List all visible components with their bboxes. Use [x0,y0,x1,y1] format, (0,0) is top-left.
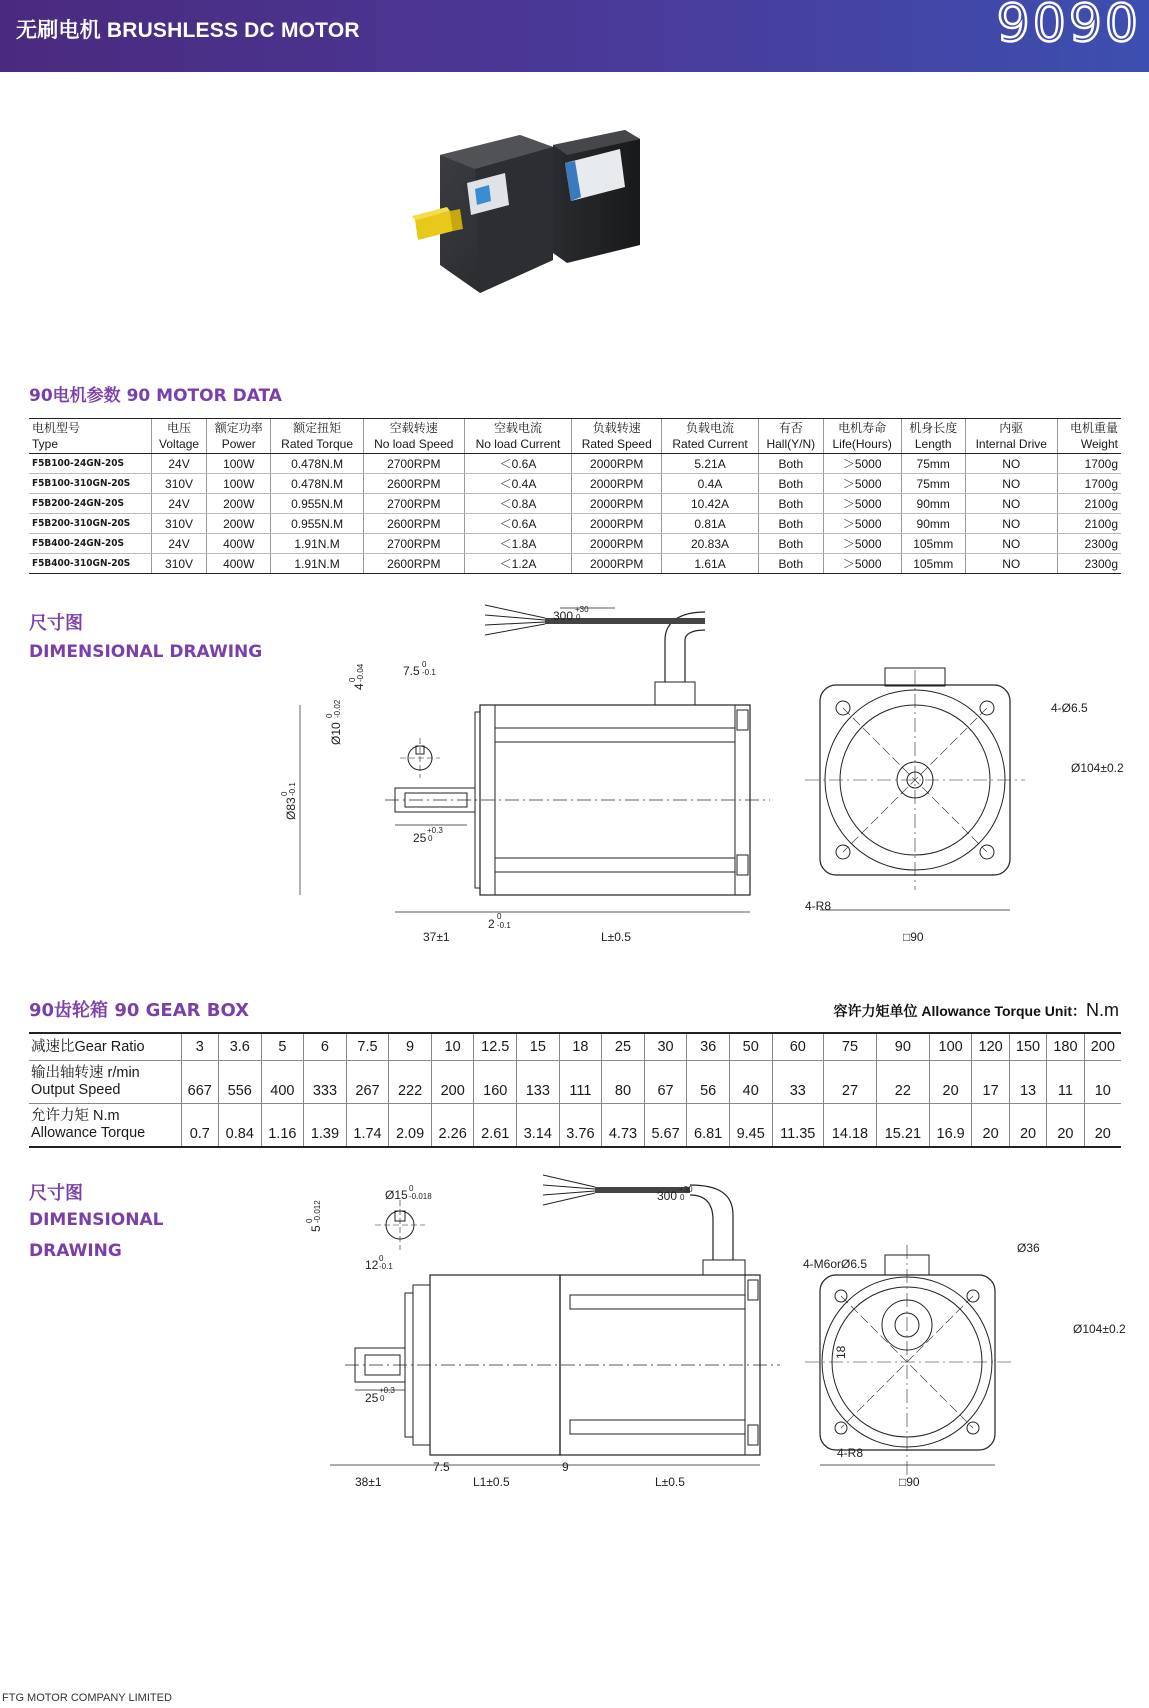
motor-table-cell: 0.955N.M [271,494,363,514]
motor-table-row [29,474,1121,494]
gear-ratio-cell: 75 [824,1033,877,1061]
motor-table-cell: ＜1.2A [464,554,571,574]
gear-ratio-cell: 150 [1009,1033,1046,1061]
motor-table-cell: ＜0.6A [464,514,571,534]
gear-ratio-cell: 50 [729,1033,772,1061]
dim2-radius: 4-R8 [837,1446,864,1460]
output-speed-cell: 40 [729,1061,772,1104]
motor-table-cell: 310V [152,514,207,534]
allowance-torque-cell: 15.21 [876,1104,929,1148]
output-speed-cell: 222 [389,1061,432,1104]
footer-company: FTG MOTOR COMPANY LIMITED [2,1692,172,1704]
col-rated-current-cn: 负载电流 [686,421,735,435]
col-no-load-current [464,419,571,454]
gear-box-table [29,1032,1121,1148]
dim2-holes: 4-M6orØ6.5 [803,1257,868,1271]
motor-table-cell: 2000RPM [572,494,662,514]
dim-shaft-tol-bot: -0.02 [333,699,342,718]
col-life [823,419,901,454]
col-rated-speed-en: Rated Speed [581,437,652,451]
output-speed-cell: 133 [517,1061,560,1104]
output-speed-label-en: Output Speed [31,1082,121,1098]
col-weight-cn: 电机重量 [1069,421,1118,435]
col-internal-drive-cn: 内驱 [999,421,1024,435]
allowance-torque-cell: 2.09 [389,1104,432,1148]
output-speed-cell: 333 [304,1061,347,1104]
dim-key-depth: 7.5 [403,664,420,678]
motor-table-cell: ＞5000 [823,534,901,554]
motor-table-cell: 2700RPM [363,454,464,474]
dim-flange-tol-top: 0 [497,912,502,921]
motor-table-cell: NO [965,554,1057,574]
dim2-key-depth-tol-bot: -0.1 [379,1262,393,1271]
gear-ratio-cell: 3 [181,1033,218,1061]
motor-table-cell: 400W [207,534,271,554]
motor-table-cell: 90mm [901,514,965,534]
output-speed-cell: 11 [1047,1061,1084,1104]
allowance-torque-label [29,1104,181,1148]
col-rated-torque [271,419,363,454]
motor-table-cell: 0.4A [662,474,758,494]
dim2-key-width-tol-bot: -0.012 [313,1200,322,1223]
dim2-key-length: 25 [365,1391,379,1405]
dim-pilot-tol-top: 0 [280,791,289,796]
motor-table-cell: 1700g [1057,454,1121,474]
motor-table-row [29,514,1121,534]
col-voltage [152,419,207,454]
output-speed-cell: 400 [261,1061,304,1104]
dim-shaft-tol-top: 0 [325,713,334,718]
allowance-torque-label-cn: 允许力矩 N.m [31,1108,120,1124]
motor-table-cell: 2600RPM [363,554,464,574]
motor-table-cell: 24V [152,534,207,554]
motor-table-cell: 2600RPM [363,474,464,494]
dim-key-depth-tol-top: 0 [422,660,427,669]
motor-table-cell: 100W [207,474,271,494]
dim2-cable-length: 300 [657,1189,678,1203]
output-speed-cell: 556 [218,1061,261,1104]
gear-ratio-row [29,1033,1121,1061]
motor-table-cell: 1700g [1057,474,1121,494]
motor-table-row [29,534,1121,554]
motor-table-cell: ＞5000 [823,474,901,494]
dim-holes: 4-Ø6.5 [1051,701,1088,715]
unit-note-label: 容许力矩单位 Allowance Torque Unit： [833,1003,1086,1019]
col-rated-speed-cn: 负载转速 [592,421,641,435]
motor-table-body [29,454,1121,574]
motor-table-cell: 2100g [1057,494,1121,514]
motor-table-cell: ＜0.4A [464,474,571,494]
dim2-gear-length: L1±0.5 [473,1475,510,1489]
motor-table-cell: ＜0.8A [464,494,571,514]
gear-ratio-cell: 60 [772,1033,824,1061]
motor-table-cell: 400W [207,554,271,574]
motor-type-cell: F5B400-310GN-20S [29,554,152,574]
dim-key-width-tol-top: 0 [348,677,357,682]
motor-table-cell: 2300g [1057,554,1121,574]
dim-cable-tol-top: +30 [575,605,589,614]
header-title: 无刷电机 BRUSHLESS DC MOTOR [16,19,360,42]
motor-table-cell: 0.478N.M [271,474,363,494]
dim2-cable-tol-bot: 0 [680,1193,685,1202]
allowance-torque-label-en: Allowance Torque [31,1125,146,1141]
drawing1-title-cn: 尺寸图 [29,613,83,634]
dim2-gap: 9 [562,1460,569,1474]
output-speed-cell: 13 [1009,1061,1046,1104]
motor-table-cell: 2000RPM [572,514,662,534]
motor-table-cell: 0.478N.M [271,454,363,474]
col-type-en: Type [32,437,59,451]
motor-table-cell: ＞5000 [823,494,901,514]
motor-table-cell: 2600RPM [363,514,464,534]
output-speed-cell: 20 [929,1061,972,1104]
motor-table-cell: NO [965,514,1057,534]
motor-table-cell: 24V [152,454,207,474]
gear-ratio-cell: 9 [389,1033,432,1061]
gear-ratio-cell: 5 [261,1033,304,1061]
motor-table-cell: 1.91N.M [271,554,363,574]
motor-table-cell: 310V [152,474,207,494]
drawing1-title-en: DIMENSIONAL DRAWING [29,642,263,662]
dim2-key-length-tol-bot: 0 [380,1394,385,1403]
gear-box-title: 90齿轮箱 90 GEAR BOX [29,1000,250,1021]
motor-table-cell: 90mm [901,494,965,514]
output-speed-label [29,1061,181,1104]
gear-ratio-cell: 25 [602,1033,645,1061]
motor-table-cell: Both [758,554,823,574]
col-voltage-cn: 电压 [167,421,192,435]
motor-table-cell: NO [965,494,1057,514]
dim-shaft-length: 37±1 [423,930,450,944]
motor-table-cell: ＞5000 [823,554,901,574]
dim-key-width: 4 [352,683,366,690]
dim-cable-tol-bot: 0 [576,613,581,622]
motor-table-cell: 2300g [1057,534,1121,554]
dim2-flange: 7.5 [433,1460,450,1474]
col-rated-torque-en: Rated Torque [281,437,353,451]
gear-ratio-cell: 10 [431,1033,474,1061]
dim2-cable-tol-top: +30 [679,1185,693,1194]
gear-ratio-cell: 90 [876,1033,929,1061]
motor-table-cell: 2000RPM [572,534,662,554]
col-length-cn: 机身长度 [909,421,958,435]
dim-flange-tol-bot: -0.1 [497,921,511,930]
output-speed-cell: 67 [644,1061,687,1104]
motor-table-cell: 0.81A [662,514,758,534]
motor-table-cell: Both [758,454,823,474]
output-speed-cell: 10 [1084,1061,1121,1104]
motor-type-cell: F5B200-310GN-20S [29,514,152,534]
output-speed-cell: 267 [346,1061,389,1104]
motor-table-cell: 5.21A [662,454,758,474]
output-speed-row [29,1061,1121,1104]
allowance-torque-cell: 6.81 [687,1104,730,1148]
dim-flange: 2 [488,917,495,931]
gear-ratio-label: 减速比Gear Ratio [29,1033,181,1061]
col-no-load-speed [363,419,464,454]
allowance-torque-cell: 11.35 [772,1104,824,1148]
dim2-boss: Ø36 [1017,1241,1040,1255]
gearbox-dimensional-drawing [305,1175,1126,1495]
unit-note-value: N.m [1086,1000,1119,1020]
header-banner [0,0,1149,72]
motor-table-cell: 75mm [901,454,965,474]
motor-table-cell: ＞5000 [823,454,901,474]
motor-table-cell: 2700RPM [363,534,464,554]
gear-ratio-cell: 12.5 [474,1033,517,1061]
col-internal-drive-en: Internal Drive [975,437,1047,451]
dim-pcd: Ø104±0.2 [1071,761,1124,775]
gear-ratio-cell: 36 [687,1033,730,1061]
gear-ratio-cell: 7.5 [346,1033,389,1061]
dim2-key-length-tol-top: +0.3 [379,1386,395,1395]
allowance-torque-cell: 14.18 [824,1104,877,1148]
allowance-torque-cell: 16.9 [929,1104,972,1148]
allowance-torque-cell: 20 [1084,1104,1121,1148]
motor-table-header-row [29,419,1121,454]
col-type-cn: 电机型号 [32,421,81,435]
motor-data-table [29,418,1121,574]
output-speed-cell: 111 [559,1061,602,1104]
motor-type-cell: F5B100-310GN-20S [29,474,152,494]
motor-table-cell: 200W [207,514,271,534]
gear-ratio-cell: 3.6 [218,1033,261,1061]
gear-ratio-cell: 120 [972,1033,1009,1061]
output-speed-cell: 33 [772,1061,824,1104]
dim2-shaft-diameter: Ø15 [385,1188,408,1202]
motor-table-row [29,454,1121,474]
motor-type-cell: F5B400-24GN-20S [29,534,152,554]
motor-table-cell: Both [758,514,823,534]
col-no-load-speed-cn: 空载转速 [389,421,438,435]
allowance-torque-cell: 0.7 [181,1104,218,1148]
dim2-key-width: 5 [309,1225,323,1232]
dim2-key-width-tol-top: 0 [305,1218,314,1223]
output-speed-cell: 27 [824,1061,877,1104]
col-no-load-current-cn: 空载电流 [493,421,542,435]
motor-table-cell: 2000RPM [572,554,662,574]
motor-table-cell: 20.83A [662,534,758,554]
drawing2-title-en-1: DIMENSIONAL [29,1210,164,1230]
motor-table-cell: 1.61A [662,554,758,574]
dim-key-length: 25 [413,831,427,845]
motor-table-cell: Both [758,474,823,494]
motor-table-cell: 2100g [1057,514,1121,534]
allowance-torque-cell: 1.39 [304,1104,347,1148]
motor-table-cell: ＞5000 [823,514,901,534]
drawing2-title-cn: 尺寸图 [29,1183,83,1204]
allowance-torque-row [29,1104,1121,1148]
motor-table-cell: 2700RPM [363,494,464,514]
dim2-offset: 18 [834,1345,848,1359]
gear-ratio-cell: 200 [1084,1033,1121,1061]
product-image [435,125,705,325]
motor-data-title: 90电机参数 90 MOTOR DATA [29,386,282,406]
allowance-torque-cell: 20 [1047,1104,1084,1148]
output-speed-cell: 667 [181,1061,218,1104]
motor-table-cell: 310V [152,554,207,574]
motor-table-cell: Both [758,494,823,514]
dim2-shaft-length: 38±1 [355,1475,382,1489]
dim2-shaft-tol-top: 0 [409,1184,414,1193]
dim2-pcd: Ø104±0.2 [1073,1322,1126,1336]
col-weight [1057,419,1121,454]
motor-table-cell: 10.42A [662,494,758,514]
allowance-torque-cell: 20 [972,1104,1009,1148]
col-life-en: Life(Hours) [832,437,892,451]
col-no-load-speed-en: No load Speed [374,437,454,451]
dim-body-length: L±0.5 [601,930,631,944]
output-speed-cell: 200 [431,1061,474,1104]
gear-ratio-cell: 30 [644,1033,687,1061]
motor-table-cell: 105mm [901,554,965,574]
dim-key-length-tol-top: +0.3 [427,826,443,835]
dim2-square: □90 [899,1475,920,1489]
col-length-en: Length [914,437,952,451]
output-speed-cell: 80 [602,1061,645,1104]
motor-table-cell: 0.955N.M [271,514,363,534]
motor-table-cell: 24V [152,494,207,514]
dim-key-width-tol-bot: -0.04 [356,663,365,682]
dim-pilot-diameter: Ø83 [284,797,298,820]
dim-shaft-diameter: Ø10 [329,722,343,745]
allowance-torque-cell: 20 [1009,1104,1046,1148]
motor-table-cell: NO [965,454,1057,474]
col-rated-torque-cn: 额定扭矩 [293,421,342,435]
dim2-key-depth-tol-top: 0 [379,1254,384,1263]
dim2-body-length: L±0.5 [655,1475,685,1489]
allowance-torque-unit-note [833,1000,1119,1021]
allowance-torque-cell: 3.14 [517,1104,560,1148]
col-no-load-current-en: No load Current [475,437,561,451]
allowance-torque-cell: 1.74 [346,1104,389,1148]
motor-table-cell: NO [965,534,1057,554]
col-weight-en: Weight [1080,437,1118,451]
dim-square: □90 [903,930,924,944]
gear-ratio-cell: 100 [929,1033,972,1061]
col-length [901,419,965,454]
allowance-torque-cell: 2.61 [474,1104,517,1148]
col-power-en: Power [221,437,256,451]
dim-key-length-tol-bot: 0 [428,834,433,843]
allowance-torque-cell: 0.84 [218,1104,261,1148]
motor-table-row [29,554,1121,574]
motor-table-cell: 200W [207,494,271,514]
col-life-cn: 电机寿命 [838,421,887,435]
motor-table-cell: ＜1.8A [464,534,571,554]
output-speed-cell: 56 [687,1061,730,1104]
output-speed-cell: 22 [876,1061,929,1104]
motor-table-cell: 100W [207,454,271,474]
motor-table-cell: ＜0.6A [464,454,571,474]
motor-type-cell: F5B100-24GN-20S [29,454,152,474]
col-power [207,419,271,454]
drawing2-title-en-2: DRAWING [29,1241,122,1261]
dim-key-depth-tol-bot: -0.1 [422,668,436,677]
allowance-torque-cell: 3.76 [559,1104,602,1148]
allowance-torque-cell: 4.73 [602,1104,645,1148]
motor-table-cell: 105mm [901,534,965,554]
col-hall [758,419,823,454]
output-speed-cell: 160 [474,1061,517,1104]
motor-type-cell: F5B200-24GN-20S [29,494,152,514]
dim2-shaft-tol-bot: -0.018 [409,1192,432,1201]
motor-table-row [29,494,1121,514]
motor-table-cell: 2000RPM [572,474,662,494]
motor-table-cell: 2000RPM [572,454,662,474]
col-internal-drive [965,419,1057,454]
dim-pilot-tol-bot: -0.1 [288,782,297,796]
output-speed-label-cn: 输出轴转速 r/min [31,1065,140,1081]
col-hall-en: Hall(Y/N) [766,437,816,451]
col-voltage-en: Voltage [159,437,200,451]
allowance-torque-cell: 1.16 [261,1104,304,1148]
gear-ratio-cell: 15 [517,1033,560,1061]
col-hall-cn: 有否 [778,421,803,435]
gear-ratio-cell: 180 [1047,1033,1084,1061]
col-type [29,419,152,454]
col-rated-speed [572,419,662,454]
col-power-cn: 额定功率 [214,421,263,435]
motor-table-cell: 75mm [901,474,965,494]
allowance-torque-cell: 2.26 [431,1104,474,1148]
motor-table-cell: NO [965,474,1057,494]
motor-table-cell: 1.91N.M [271,534,363,554]
col-rated-current-en: Rated Current [672,437,748,451]
dim2-key-depth: 12 [365,1258,379,1272]
output-speed-cell: 17 [972,1061,1009,1104]
gear-ratio-cell: 6 [304,1033,347,1061]
allowance-torque-cell: 9.45 [729,1104,772,1148]
col-rated-current [662,419,758,454]
motor-table-cell: Both [758,534,823,554]
allowance-torque-cell: 5.67 [644,1104,687,1148]
dim-radius: 4-R8 [805,899,832,913]
motor-dimensional-drawing [280,600,1125,960]
header-model-number: 9090 [996,0,1141,54]
gear-ratio-cell: 18 [559,1033,602,1061]
dim-cable-length: 300 [553,609,574,623]
